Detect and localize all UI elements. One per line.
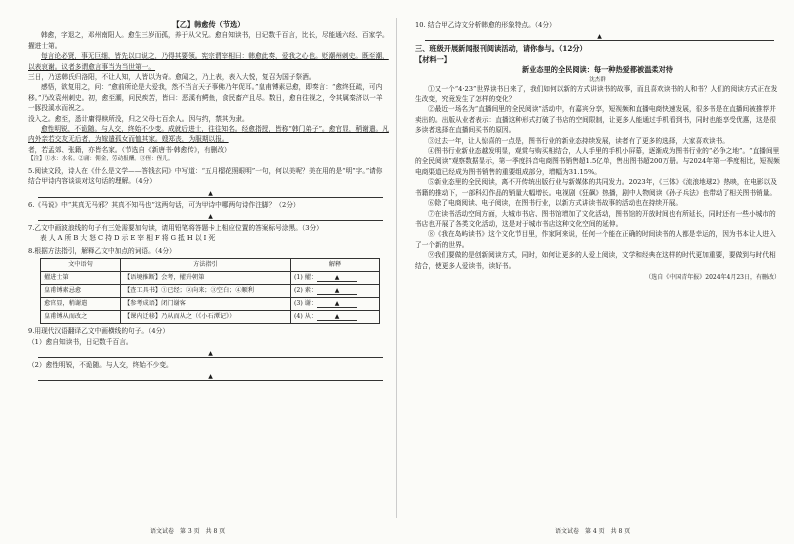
answer-line-q5[interactable]: ▲ <box>38 187 383 198</box>
passage-para-1: 韩愈，字退之，邓州南阳人。愈生三岁而孤，养于从父兄。愈自知读书，日记数千百言，比长，尽能通六经、百家学。擢进士第。 <box>28 31 389 50</box>
passage-para-7: 者，若孟郊、张籍，亦皆名家。（节选自《新唐书·韩愈传》，有删改） <box>28 145 231 154</box>
table-cell-answer[interactable] <box>291 285 380 298</box>
passage-para-2: 每言论必贤，事无巨细，皆先以口说之，乃得其要领。宪宗谓宰相曰：韩愈此奏，爱我之心也。贬潮州刺史。既至潮，以表哀谢。议者多谓愈言事当为当世第一。 <box>28 52 389 71</box>
passage-para-4: 感悟，欲复用之，问：“愈前所论是大爱我，然不当言天子事佛乃年促耳。”皇甫镈素忌愈，即奏言：“愈终狂疏，可内移。”乃改袁州刺史。初，愈至潮，问民疾苦，皆曰：恶溪有鳄鱼，食民畜产且尽。数日，愈自往视之，令其属秦济以一羊一豚投溪水而祝之。 <box>28 83 383 113</box>
method-table <box>40 258 380 324</box>
table-cell: 皇甫镈从而改之 <box>41 311 121 324</box>
table-row <box>41 285 380 298</box>
table-row <box>41 298 380 311</box>
table-header: 文中语句 <box>41 259 121 272</box>
passage-note: 【注】①水：水名。②庸：佣金，劳动报酬。③侄：侄儿。 <box>28 156 174 163</box>
table-header: 解释 <box>291 259 380 272</box>
answer-line-q10[interactable]: ▲ <box>425 30 774 41</box>
article-author: 沈杰群 <box>589 76 606 83</box>
table-cell: 擢进士第 <box>41 272 121 285</box>
question-6: 6.《马说》中“其真无马邪？其真不知马也”这两句话，可为甲诗中哪两句诗作注脚？（2分） <box>28 200 300 209</box>
table-cell: 【语境推断】会考，擢升朝第 <box>121 272 291 285</box>
answer-label: (1) 擢： <box>294 274 318 282</box>
answer-line-q9-1[interactable]: ▲ <box>38 347 383 358</box>
question-9-2: （2）愈性明锐，不诡随。与人交，终始不少变。 <box>28 361 173 370</box>
question-10: 10. 结合甲乙诗文分析韩愈的形象特点。（4分） <box>415 21 556 29</box>
passage-para-6: 愈性明锐，不诡随。与人交，终始不少变。成就后进士，往往知名。经愈指授，皆称“韩门弟子”。愈官显，稍谢遣。凡内外亲若交友无后者，为嫁遣孤女而恤其家。嫂郑丧，为服期以报。 <box>28 125 389 144</box>
answer-blank[interactable]: ▲ <box>317 301 357 308</box>
section-3-heading: 三、班级开展新闻报刊阅读活动，请你参与。（12分） <box>415 44 587 54</box>
article-source: （选自《中国青年报》2024年4月23日，有删改） <box>645 273 780 281</box>
right-page-footer: 语文试卷 第 4 页 共 8 页 <box>555 528 631 535</box>
question-9-1: （1）愈自知读书，日记数千百言。 <box>28 337 133 346</box>
article-para-3: ③过去一年，让人惊喜的一点是，图书行业的新业态持续发展，读者有了更多的选择，大家喜欢读书。 <box>428 136 729 145</box>
table-cell-answer[interactable] <box>291 298 380 311</box>
article-para-2: ②最近一场名为“直播间里的全民阅读”活动中，有嘉宾分享，短视频和直播电商快速发展，很多书是在直播间被推荐并卖出的。出版从业者表示：直播这种形式打破了书店的空间限制，让更多人能通过手机看到书，同时也能享受优惠，这是很多读者选择在直播间买书的原因。 <box>415 105 777 135</box>
answer-label: (3) 谢： <box>294 300 318 308</box>
table-cell-answer[interactable] <box>291 311 380 324</box>
passage-title: 【乙】韩愈传（节选） <box>172 20 245 29</box>
answer-blank[interactable]: ▲ <box>317 275 357 282</box>
article-title: 新业态里的全民阅读：每一种热爱都被温柔对待 <box>522 65 673 75</box>
answer-label: (2) 素： <box>294 287 318 295</box>
article-para-4: ④图书行业新业态越发明显，观赏与购买相结合，人人手里的手机小屏幕，逐渐成为图书行业的“必争之地”。“直播间里的全民阅读”观察数据显示，第一季度抖音电商图书销售超1.5亿单，售出图书超200万册。与2024年第一季度相比，短视频电商渠道已经成为图书销售的重要组成部分，增幅为31.15%。 <box>415 147 780 176</box>
question-8: 8.根据方法指引，解释乙文中加点的词语。（4分） <box>28 246 176 255</box>
table-header: 方法指引 <box>121 259 291 272</box>
article-para-9: ⑨我们要做的是创新阅读方式，同时，如何让更多的人爱上阅读，文学和经典在这样的时代更加重要，要做到与时代相结合，使更多人爱读书，读好书。 <box>415 251 776 270</box>
material-1-label: 【材料一】 <box>415 54 451 64</box>
table-cell: 皇甫镈素忌愈 <box>41 285 121 298</box>
passage-para-5: 没入之。愈至，悉计庸得赎所没，归之父母七百余人。因与约，禁其为隶。 <box>28 114 249 123</box>
article-para-7: ⑦在读书活动空间方面，大城市书店、图书馆增加了文化活动，图书馆的开放时间也有所延长，同时还有一些小城市的书店也开展了各类文化活动，这是对于城市书店这种文化空间的延伸。 <box>415 209 776 228</box>
answer-line-q9-2[interactable]: ▲ <box>38 370 383 381</box>
answer-blank[interactable]: ▲ <box>317 288 357 295</box>
table-header-row <box>41 259 380 272</box>
table-cell-answer[interactable] <box>291 272 380 285</box>
article-para-1: ①又一个“4·23”世界读书日来了，我们如何以新的方式讲读书的故事，而且喜欢读书的人和书？人们的阅读方式正在发生改变，究竟发生了怎样的变化？ <box>415 84 778 104</box>
table-cell: 【课内迁移】乃从而从之（《小石潭记》） <box>121 311 291 324</box>
question-9: 9.用现代汉语翻译乙文中画横线的句子。（4分） <box>28 327 170 336</box>
article-para-6: ⑥除了电商阅读、电子阅读，在图书行业，以新方式讲读书故事的活动也在持续开展。 <box>428 199 683 208</box>
table-cell: 愈官显，稍谢遣 <box>41 298 121 311</box>
right-page <box>397 0 794 544</box>
article-para-5: ⑤新业态里的全民阅读，离不开传统出版行业与新媒体的共同发力。2023年，《三体》《流浪地球2》热映，在电影以及书籍的推动下，一部科幻作品的销量大幅增长。电视剧《狂飙》热播，剧中人物阅读《孙子兵法》也带动了相关图书销量。 <box>415 178 777 197</box>
table-row <box>41 272 380 285</box>
question-7: 7.乙文中画波浪线的句子有三处需要加句读，请用铅笔将答题卡上相应位置的答案标号涂黑。（3分） <box>28 224 323 232</box>
question-5: 5.阅读文段，诗人在《什么是文学——答钱玄同》中写道：“五月榴花照眼明”一句，何以美呢？美在用的是“明”字。”请你结合甲诗内容谈谈对这句话的理解。（4分） <box>28 166 383 186</box>
table-cell: 【查工具书】①已经；②向来；③空白；④顺利 <box>121 285 291 298</box>
article-para-8: ⑧《我在岛屿读书》这个文化节目里，作家阿来说，任何一个能在正确的时间读书的人都是幸运的，因为书本让人进入了一个新的世界。 <box>415 230 776 249</box>
table-row <box>41 311 380 324</box>
table-cell: 【参考成语】闭门谢客 <box>121 298 291 311</box>
passage-para-3: 三日，乃送韩氏归洛阳，不让人知，人皆以为奇。愈闻之，乃上表，表入大悦，复召为国子祭酒。 <box>28 73 316 82</box>
left-page-footer: 语文试卷 第 3 页 共 8 页 <box>150 528 226 535</box>
question-7-sentence: 表 人 A 所 B 大 怒 C 持 D 示 E 宰 相 F 将 G 抵 H 以 I 死 <box>40 234 216 243</box>
answer-blank[interactable]: ▲ <box>317 314 357 321</box>
answer-line-q6[interactable]: ▲ <box>38 210 383 221</box>
answer-label: (4) 从： <box>294 313 318 321</box>
